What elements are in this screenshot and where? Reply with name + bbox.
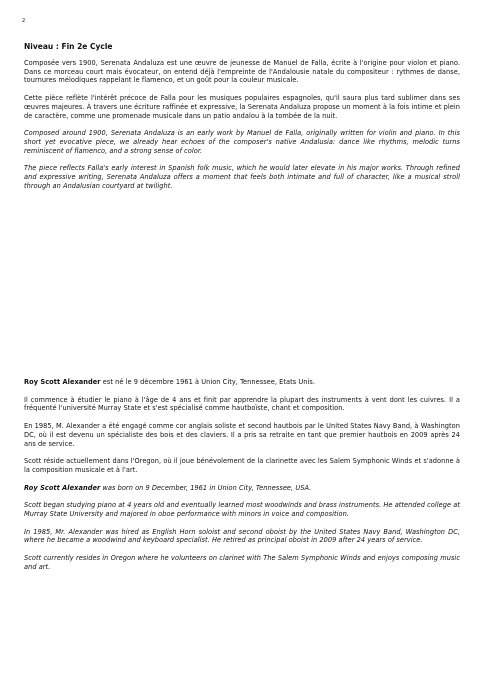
bio-fr-intro-text: est né le 9 décembre 1961 à Union City, Tennessee, Etats Unis. (100, 378, 316, 386)
bio-fr-intro (24, 378, 460, 387)
work-description-en-2: The piece reflects Falla's early interest in Spanish folk music, which he would later elevate in his major works. Through refined and expressive writing, Serenata Andaluza offers a moment that feels both intimate and full of character, like a musical stroll through an Andalusian courtyard at twilight. (24, 164, 460, 190)
bio-fr-2: Il commence à étudier le piano à l'âge de 4 ans et finit par apprendre la plupart des instruments à vent dont les cuivres. Il a fréquenté l'université Murray State et s'est spécialisé comme hautboïste, chant et composition. (24, 395, 460, 413)
bio-en-4: Scott currently resides in Oregon where he volunteers on clarinet with The Salem Symphonic Winds and enjoys composing music and art. (24, 554, 460, 571)
bio-en-2: Scott began studying piano at 4 years old and eventually learned most woodwinds and brass instruments. He attended college at Murray State University and majored in oboe performance with minors in voice and composition. (24, 501, 460, 519)
work-description-section (24, 42, 460, 190)
work-description-fr-1: Composée vers 1900, Serenata Andaluza est une œuvre de jeunesse de Manuel de Falla, écrite à l'origine pour violon et piano. Dans ce morceau court mais évocateur, on entend déjà l'empreinte de l'Andalousie natale du compositeur : rythmes de danse, tournures mélodiques rappelant le flamenco, et un goût pour la couleur musicale. (24, 59, 460, 85)
work-description-fr-2: Cette pièce reflète l'intérêt précoce de Falla pour les musiques populaires espagnoles, qu'il saura plus tard sublimer dans ses œuvres majeures. À travers une écriture raffinée et expressive, la Serenata Andaluza propose un moment à la fois intime et plein de caractère, comme une promenade musicale dans un patio andalou à la tombée de la nuit. (24, 94, 460, 120)
bio-en-intro (24, 484, 460, 493)
biography-section (24, 378, 460, 572)
level-heading: Niveau : Fin 2e Cycle (24, 42, 113, 51)
bio-en-intro-text: was born on 9 December, 1961 in Union City, Tennessee, USA. (100, 483, 312, 492)
composer-name-en: Roy Scott Alexander (24, 483, 101, 492)
bio-fr-3: En 1985, M. Alexander a été engagé comme cor anglais soliste et second hautbois par le United States Navy Band, à Washington DC, où il est devenu un spécialiste des bois et des claviers. Il a pris sa retraite en tant que premier hautbois en 2009 après 24 ans de service. (24, 422, 460, 448)
work-description-en-1: Composed around 1900, Serenata Andaluza is an early work by Manuel de Falla, originally written for violin and piano. In this short yet evocative piece, we already hear echoes of the composer's native Andalusia: dance like rhythms, melodic turns reminiscent of flamenco, and a strong sense of color. (24, 129, 460, 155)
bio-fr-4: Scott réside actuellement dans l'Oregon, où il joue bénévolement de la clarinette avec les Salem Symphonic Winds et s'adonne à la composition musicale et à l'art. (24, 457, 460, 474)
composer-name-fr: Roy Scott Alexander (24, 378, 101, 386)
page-number: 2 (22, 18, 26, 24)
bio-en-3: In 1985, Mr. Alexander was hired as English Horn soloist and second oboist by the United States Navy Band, Washington DC, where he became a woodwind and keyboard specialist. He retired as principal oboist in 2009 after 24 years of service. (24, 527, 460, 545)
